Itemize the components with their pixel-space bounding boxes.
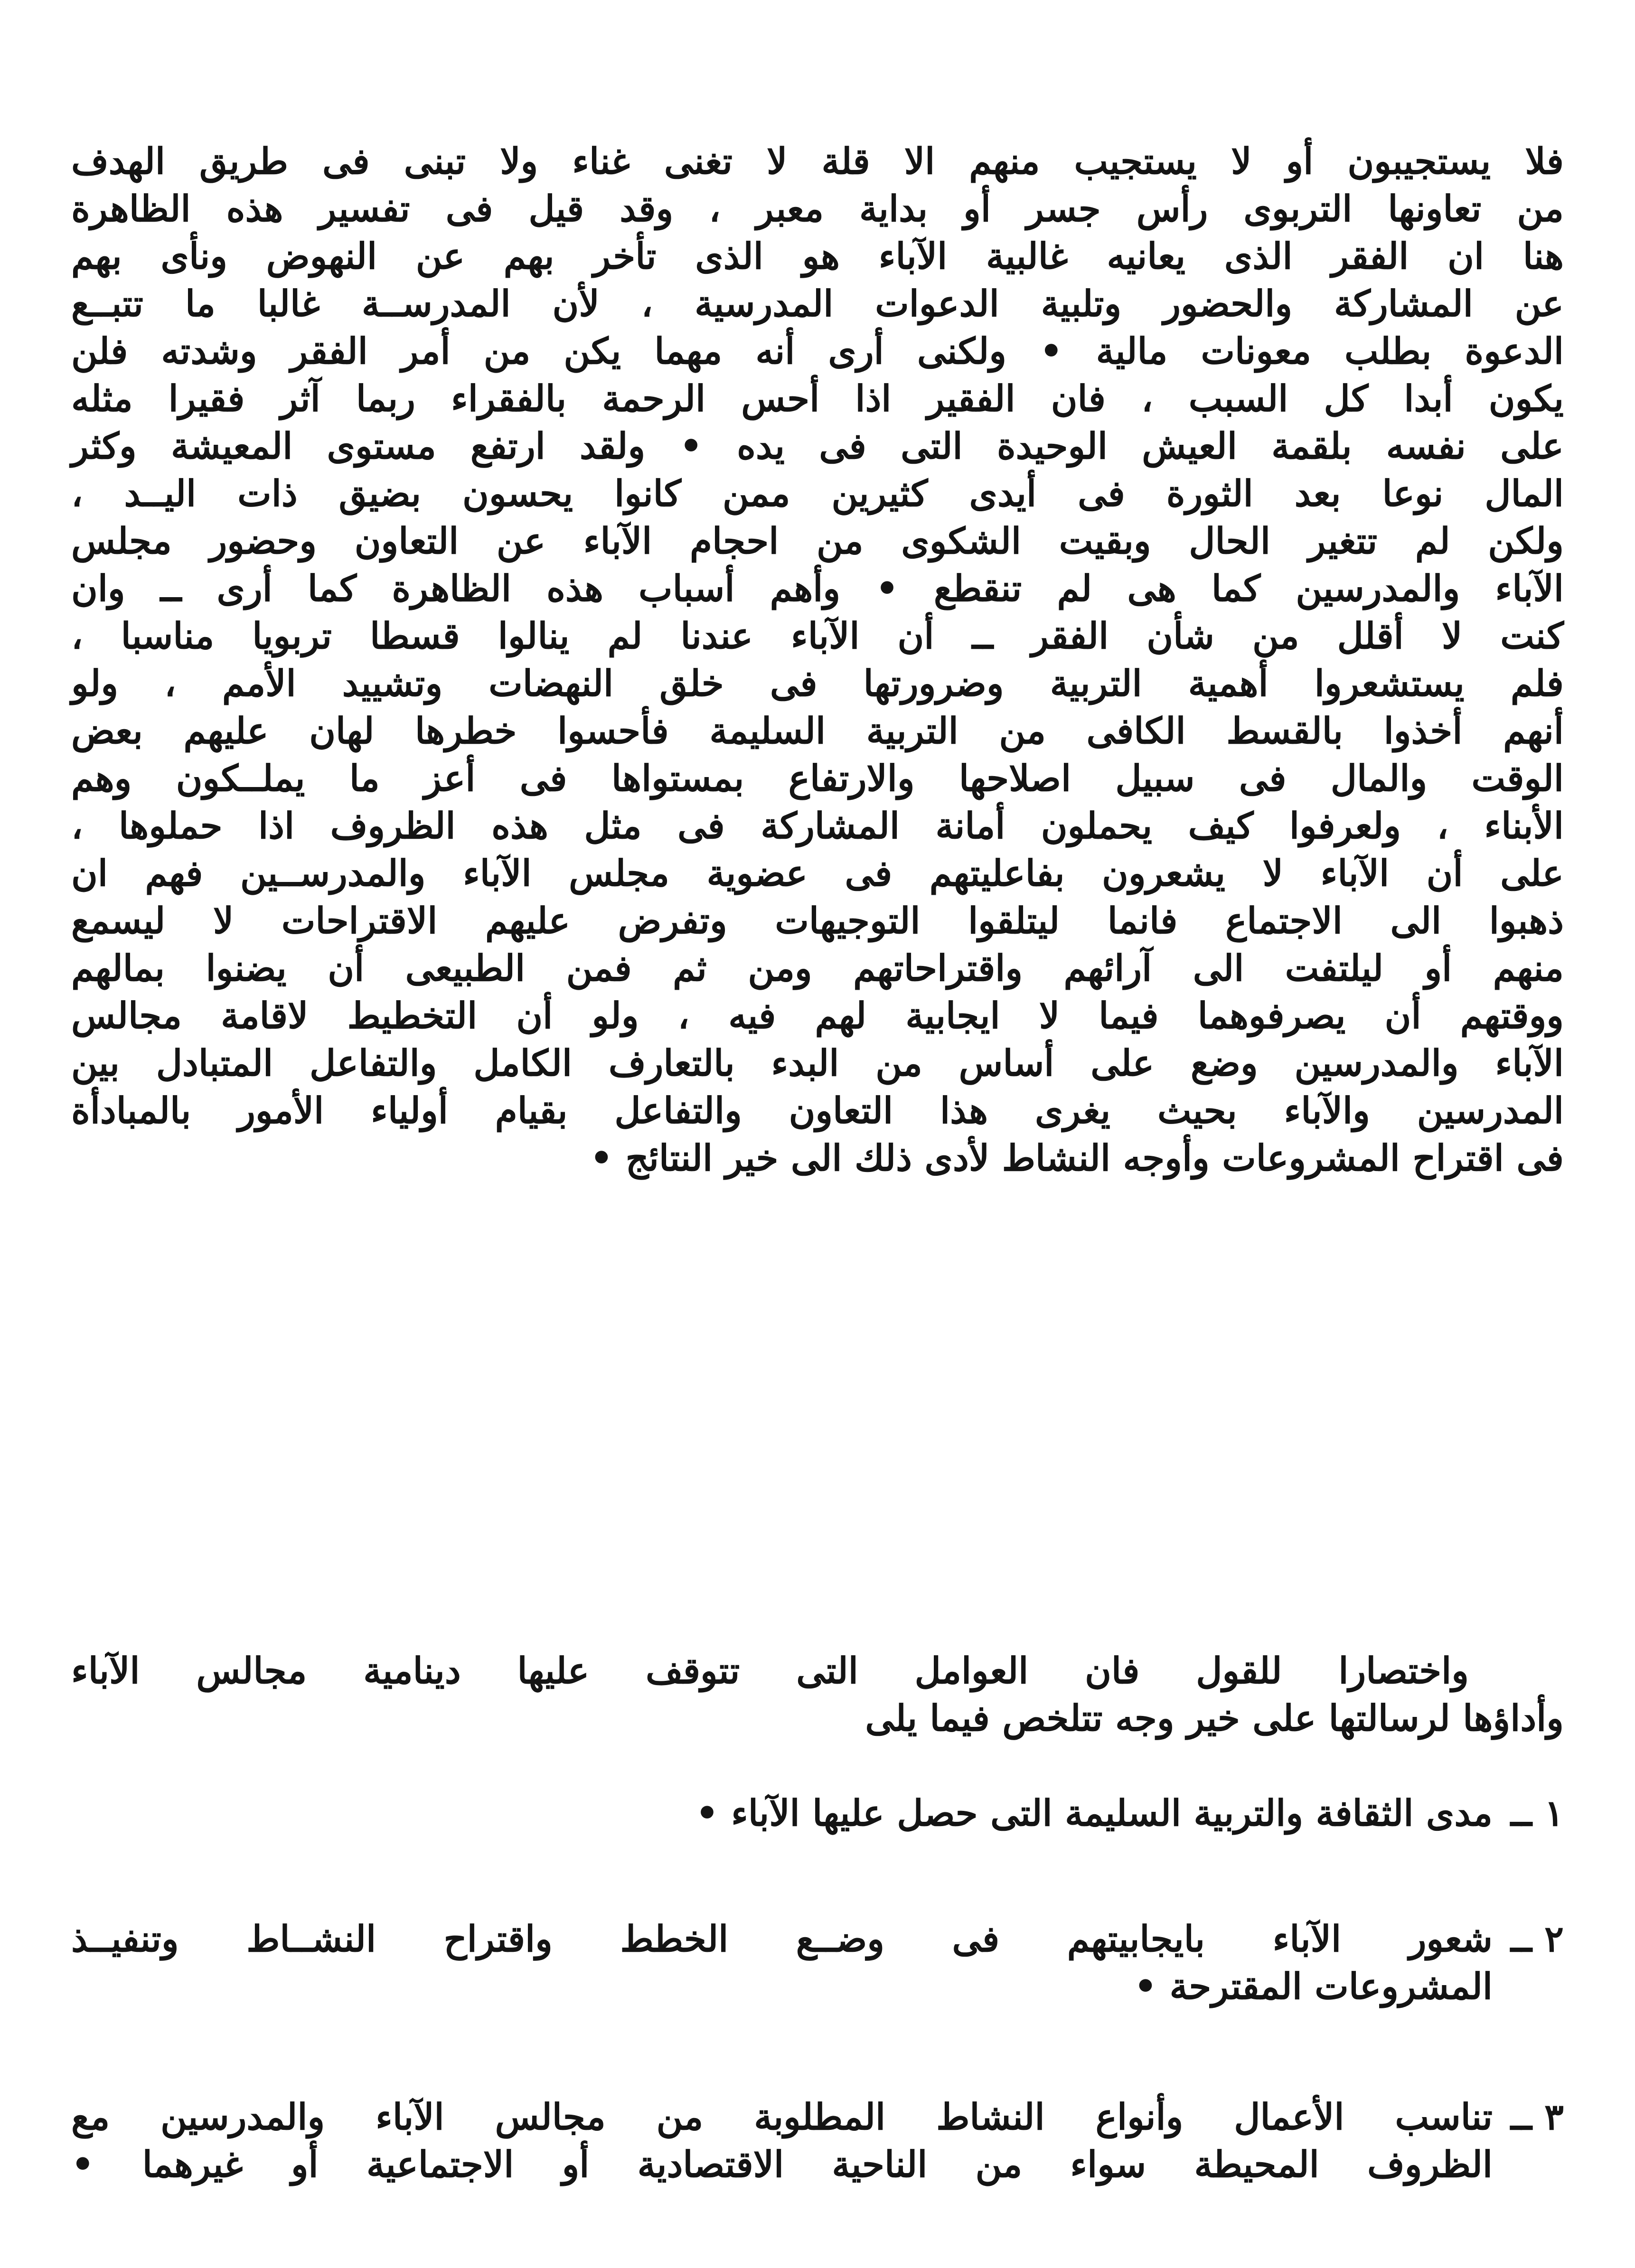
list-item: [71, 1915, 1564, 2010]
paragraph-main: [71, 138, 1564, 1182]
list-item: [71, 2093, 1564, 2188]
text-line: ذهبوا الى الاجتماع فانما ليتلقوا التوجيهات وتفرض عليهم الاقتراحات لا ليسمع: [71, 900, 1564, 942]
list-item-text: مدى الثقافة والتربية السليمة التى حصل عليها الآباء •: [695, 1792, 1493, 1834]
text-line: ولكن لم تتغير الحال وبقيت الشكوى من احجام الآباء عن التعاون وحضور مجلس: [71, 520, 1564, 562]
list-item-text: شعور الآباء بايجابيتهم فى وضــع الخطط واقتراح النشــاط وتنفيــذ: [71, 1918, 1493, 1960]
list-item-text: المشروعات المقترحة •: [1134, 1965, 1493, 2007]
list-item-number: ٣ ــ: [1511, 2096, 1564, 2138]
paragraph-summary: [71, 1647, 1564, 1742]
text-line: ووقتهم أن يصرفوهما فيما لا ايجابية لهم فيه ، ولو أن التخطيط لاقامة مجالس: [71, 994, 1564, 1037]
text-line: وأداؤها لرسالتها على خير وجه تتلخص فيما يلى: [865, 1697, 1564, 1739]
text-line: الوقت والمال فى سبيل اصلاحها والارتفاع بمستواها فى أعز ما يملــكون وهم: [71, 757, 1564, 799]
text-line: هنا ان الفقر الذى يعانيه غالبية الآباء هو الذى تأخر بهم عن النهوض ونأى بهم: [71, 235, 1564, 277]
text-line: الآباء والمدرسين وضع على أساس من البدء بالتعارف الكامل والتفاعل المتبادل بين: [71, 1042, 1564, 1084]
text-line: من تعاونها التربوى رأس جسر أو بداية معبر ، وقد قيل فى تفسير هذه الظاهرة: [71, 187, 1564, 230]
text-line: أنهم أخذوا بالقسط الكافى من التربية السليمة فأحسوا خطرها لهان عليهم بعض: [71, 710, 1564, 752]
text-line: منهم أو ليلتفت الى آرائهم واقتراحاتهم ومن ثم فمن الطبيعى أن يضنوا بمالهم: [71, 947, 1564, 989]
text-line: الأبناء ، ولعرفوا كيف يحملون أمانة المشاركة فى مثل هذه الظروف اذا حملوها ،: [71, 805, 1564, 847]
list-item-text: الظروف المحيطة سواء من الناحية الاقتصادية أو الاجتماعية أو غيرهما •: [71, 2143, 1493, 2185]
list-item: [71, 1790, 1564, 1837]
text-line: الآباء والمدرسين كما هى لم تنقطع • وأهم أسباب هذه الظاهرة كما أرى ــ وان: [71, 567, 1564, 609]
text-line: المدرسين والآباء بحيث يغرى هذا التعاون والتفاعل بقيام أولياء الأمور بالمبادأة: [71, 1089, 1564, 1132]
text-line: عن المشاركة والحضور وتلبية الدعوات المدرسية ، لأن المدرســة غالبا ما تتبــع: [71, 282, 1564, 325]
text-line: واختصارا للقول فان العوامل التى تتوقف عليها دينامية مجالس الآباء: [71, 1649, 1469, 1692]
list-item-number: ٢ ــ: [1511, 1918, 1564, 1960]
text-line: فى اقتراح المشروعات وأوجه النشاط لأدى ذلك الى خير النتائج •: [590, 1137, 1564, 1179]
list-item-number: ١ ــ: [1511, 1792, 1564, 1834]
text-line: فلم يستشعروا أهمية التربية وضرورتها فى خلق النهضات وتشييد الأمم ، ولو: [71, 662, 1564, 704]
text-line: الدعوة بطلب معونات مالية • ولكنى أرى أنه مهما يكن من أمر الفقر وشدته فلن: [71, 330, 1564, 372]
list-item-text: تناسب الأعمال وأنواع النشاط المطلوبة من مجالس الآباء والمدرسين مع: [71, 2096, 1493, 2138]
text-line: كنت لا أقلل من شأن الفقر ــ أن الآباء عندنا لم ينالوا قسطا تربويا مناسبا ،: [71, 615, 1564, 657]
text-line: فلا يستجيبون أو لا يستجيب منهم الا قلة لا تغنى غناء ولا تبنى فى طريق الهدف: [71, 140, 1564, 182]
text-line: يكون أبدا كل السبب ، فان الفقير اذا أحس الرحمة بالفقراء ربما آثر فقيرا مثله: [71, 377, 1564, 420]
text-line: المال نوعا بعد الثورة فى أيدى كثيرين ممن كانوا يحسون بضيق ذات اليــد ،: [71, 472, 1564, 515]
text-line: على أن الآباء لا يشعرون بفاعليتهم فى عضوية مجلس الآباء والمدرســين فهم ان: [71, 852, 1564, 894]
text-line: على نفسه بلقمة العيش الوحيدة التى فى يده • ولقد ارتفع مستوى المعيشة وكثر: [71, 425, 1564, 467]
